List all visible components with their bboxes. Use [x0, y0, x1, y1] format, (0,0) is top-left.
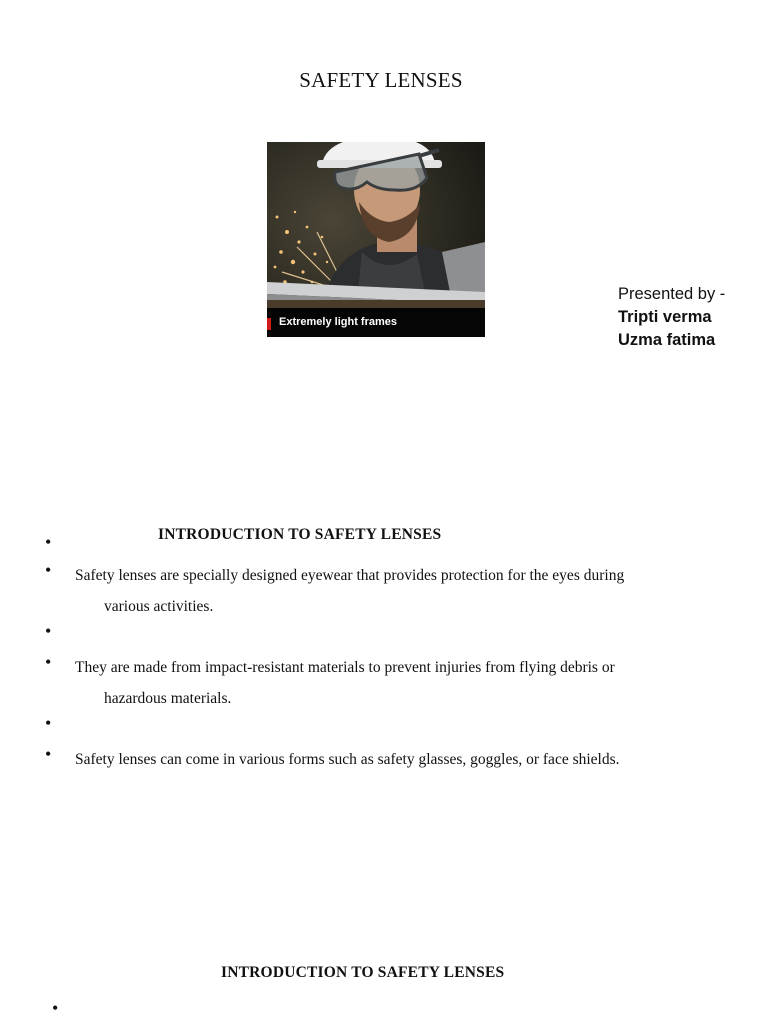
bullet-marker: • [45, 532, 52, 552]
section-heading: INTRODUCTION TO SAFETY LENSES [221, 964, 505, 981]
section-heading: INTRODUCTION TO SAFETY LENSES [158, 526, 442, 543]
image-caption: Extremely light frames [279, 316, 397, 328]
presenters-block [618, 283, 725, 352]
presented-by-label: Presented by - [618, 285, 726, 303]
bullet-marker: • [45, 713, 52, 733]
caption-accent-mark [267, 318, 271, 330]
bullet-marker: • [45, 652, 52, 672]
bullet-line: Safety lenses are specially designed eyewear that provides protection for the eyes during [75, 567, 625, 584]
bullet-marker: • [45, 560, 52, 580]
presenter-name: Uzma fatima [618, 331, 716, 349]
presenter-name: Tripti verma [618, 308, 712, 326]
bullet-line-continued: various activities. [104, 597, 214, 615]
page-title: SAFETY LENSES [299, 68, 463, 92]
bullet-marker: • [45, 744, 52, 764]
bullet-line: They are made from impact-resistant materials to prevent injuries from flying debris or [75, 659, 615, 676]
bullet-line-continued: hazardous materials. [104, 689, 232, 707]
bullet-text [75, 561, 715, 622]
bullet-text [75, 653, 715, 714]
image-caption-bar [267, 308, 485, 337]
bullet-text [75, 745, 715, 776]
bullet-marker: • [45, 621, 52, 641]
safety-glasses-photo [267, 142, 485, 337]
bullet-line: Safety lenses can come in various forms such as safety glasses, goggles, or face shields. [75, 751, 620, 768]
bullet-marker: • [52, 998, 59, 1018]
